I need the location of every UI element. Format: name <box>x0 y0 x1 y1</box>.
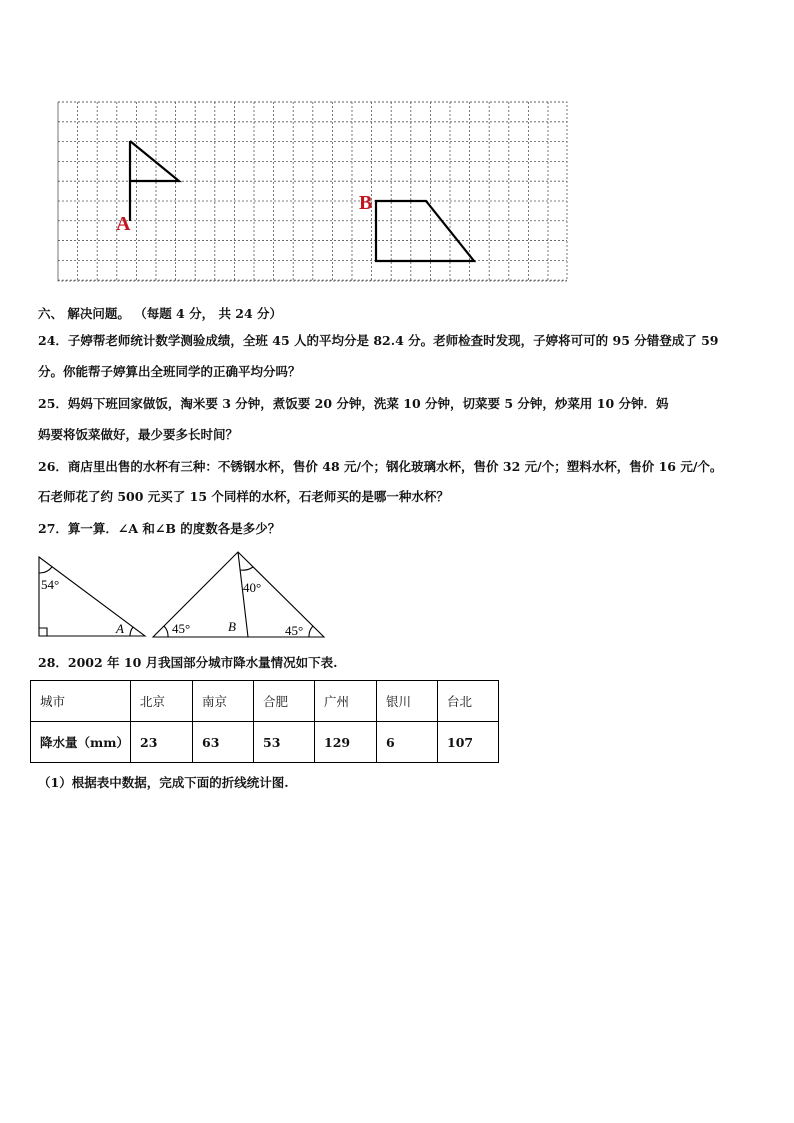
table-cell: 城市 <box>31 681 131 722</box>
q26-line1: 26．商店里出售的水杯有三种：不锈钢水杯，售价 48 元/个；钢化玻璃水杯，售价 32 元/个；塑料水杯，售价 16 元/个。 <box>38 459 723 474</box>
label-b: B <box>359 192 373 214</box>
table-cell: 南京 <box>193 681 254 722</box>
tri1-angle-54: 54° <box>41 577 60 592</box>
table-cell: 银川 <box>377 681 438 722</box>
table-header-row <box>31 681 499 722</box>
table-row <box>31 722 499 763</box>
section-title: 六、 解决问题。 （每题 4 分， 共 24 分） <box>38 306 283 321</box>
table-cell: 北京 <box>131 681 193 722</box>
table-cell: 23 <box>131 722 193 763</box>
dotted-grid <box>58 102 567 281</box>
label-a: A <box>116 213 131 235</box>
flag-shape <box>130 141 179 221</box>
trapezoid-shape <box>376 201 474 261</box>
q25-line1: 25．妈妈下班回家做饭，淘米要 3 分钟，煮饭要 20 分钟，洗菜 10 分钟，切菜要 5 分钟，炒菜用 10 分钟．妈 <box>38 396 669 411</box>
table-cell: 53 <box>254 722 315 763</box>
q26-line2: 石老师花了约 500 元买了 15 个同样的水杯，石老师买的是哪一种水杯？ <box>38 489 449 504</box>
rainfall-table <box>30 680 499 763</box>
q27-line1: 27．算一算．∠A 和∠B 的度数各是多少？ <box>38 521 281 536</box>
tri2-angle-45-left: 45° <box>172 621 191 636</box>
q28-sub1: （1）根据表中数据，完成下面的折线统计图. <box>38 775 289 790</box>
table-cell: 合肥 <box>254 681 315 722</box>
grid-figure <box>0 0 794 300</box>
table-cell: 63 <box>193 722 254 763</box>
table-cell: 107 <box>438 722 499 763</box>
table-cell: 6 <box>377 722 438 763</box>
triangle-1 <box>39 557 145 636</box>
q28-line1: 28．2002 年 10 月我国部分城市降水量情况如下表. <box>38 655 338 670</box>
tri2-label-b: B <box>228 619 236 634</box>
tri2-angle-45-right: 45° <box>285 623 304 638</box>
q25-line2: 妈要将饭菜做好，最少要多长时间？ <box>38 427 239 442</box>
table-cell: 广州 <box>315 681 377 722</box>
table-cell: 台北 <box>438 681 499 722</box>
tri1-label-a: A <box>116 621 124 636</box>
tri2-angle-40: 40° <box>243 580 262 595</box>
table-cell: 129 <box>315 722 377 763</box>
q27-triangles <box>0 540 400 645</box>
q24-line2: 分。你能帮子婷算出全班同学的正确平均分吗？ <box>38 364 301 379</box>
table-cell: 降水量（mm） <box>31 722 131 763</box>
q24-line1: 24．子婷帮老师统计数学测验成绩，全班 45 人的平均分是 82.4 分。老师检查时发现，子婷将可可的 95 分错登成了 59 <box>38 333 719 348</box>
